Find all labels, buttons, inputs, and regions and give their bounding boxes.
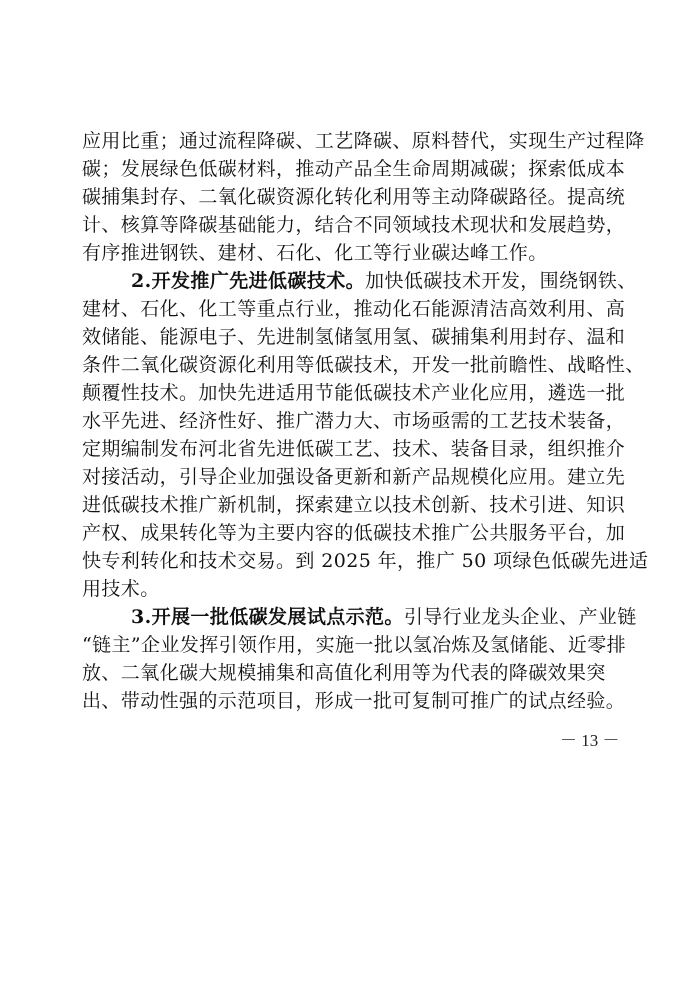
section-2-line-4: 条件二氧化碳资源化利用等低碳技术，开发一批前瞻性、战略性、	[82, 354, 645, 376]
section-2-heading: 2.开发推广先进低碳技术。	[131, 270, 366, 292]
paragraph-1-line-1: 应用比重；通过流程降碳、工艺降碳、原料替代，实现生产过程降	[82, 130, 645, 152]
section-3-first-line-text: 引导行业龙头企业、产业链	[403, 606, 637, 628]
section-2-line-6: 水平先进、经济性好、推广潜力大、市场亟需的工艺技术装备，	[82, 410, 626, 432]
section-2-line-8: 对接活动，引导企业加强设备更新和新产品规模化应用。建立先	[82, 466, 626, 488]
section-3-line-4: 出、带动性强的示范项目，形成一批可复制可推广的试点经验。	[82, 690, 626, 712]
section-2-line-3: 效储能、能源电子、先进制氢储氢用氢、碳捕集利用封存、温和	[82, 326, 626, 348]
section-2-line-7: 定期编制发布河北省先进低碳工艺、技术、装备目录，组织推介	[82, 438, 626, 460]
section-3-line-2: “链主”企业发挥引领作用，实施一批以氢冶炼及氢储能、近零排	[82, 634, 627, 656]
section-2-line-11: 快专利转化和技术交易。到 2025 年，推广 50 项绿色低碳先进适	[82, 550, 649, 572]
section-2-line-12: 用技术。	[82, 578, 160, 600]
paragraph-1-line-5: 有序推进钢铁、建材、石化、化工等行业碳达峰工作。	[82, 242, 548, 264]
section-2-line-10: 产权、成果转化等为主要内容的低碳技术推广公共服务平台，加	[82, 522, 626, 544]
section-3-heading: 3.开展一批低碳发展试点示范。	[131, 606, 404, 628]
section-3-first-line	[131, 604, 637, 630]
section-2-first-line-text: 加快低碳技术开发，围绕钢铁、	[365, 270, 637, 292]
section-2-first-line	[131, 268, 637, 294]
paragraph-1-line-4: 计、核算等降碳基础能力，结合不同领域技术现状和发展趋势，	[82, 214, 626, 236]
paragraph-1-line-2: 碳；发展绿色低碳材料，推动产品全生命周期减碳；探索低成本	[82, 158, 626, 180]
section-2-line-2: 建材、石化、化工等重点行业，推动化石能源清洁高效利用、高	[82, 298, 626, 320]
section-3-line-3: 放、二氧化碳大规模捕集和高值化利用等为代表的降碳效果突	[82, 662, 606, 684]
paragraph-1-line-3: 碳捕集封存、二氧化碳资源化转化利用等主动降碳路径。提高统	[82, 186, 626, 208]
page-number: － 13 －	[560, 731, 620, 750]
section-2-line-9: 进低碳技术推广新机制，探索建立以技术创新、技术引进、知识	[82, 494, 626, 516]
section-2-line-5: 颠覆性技术。加快先进适用节能低碳技术产业化应用，遴选一批	[82, 382, 626, 404]
